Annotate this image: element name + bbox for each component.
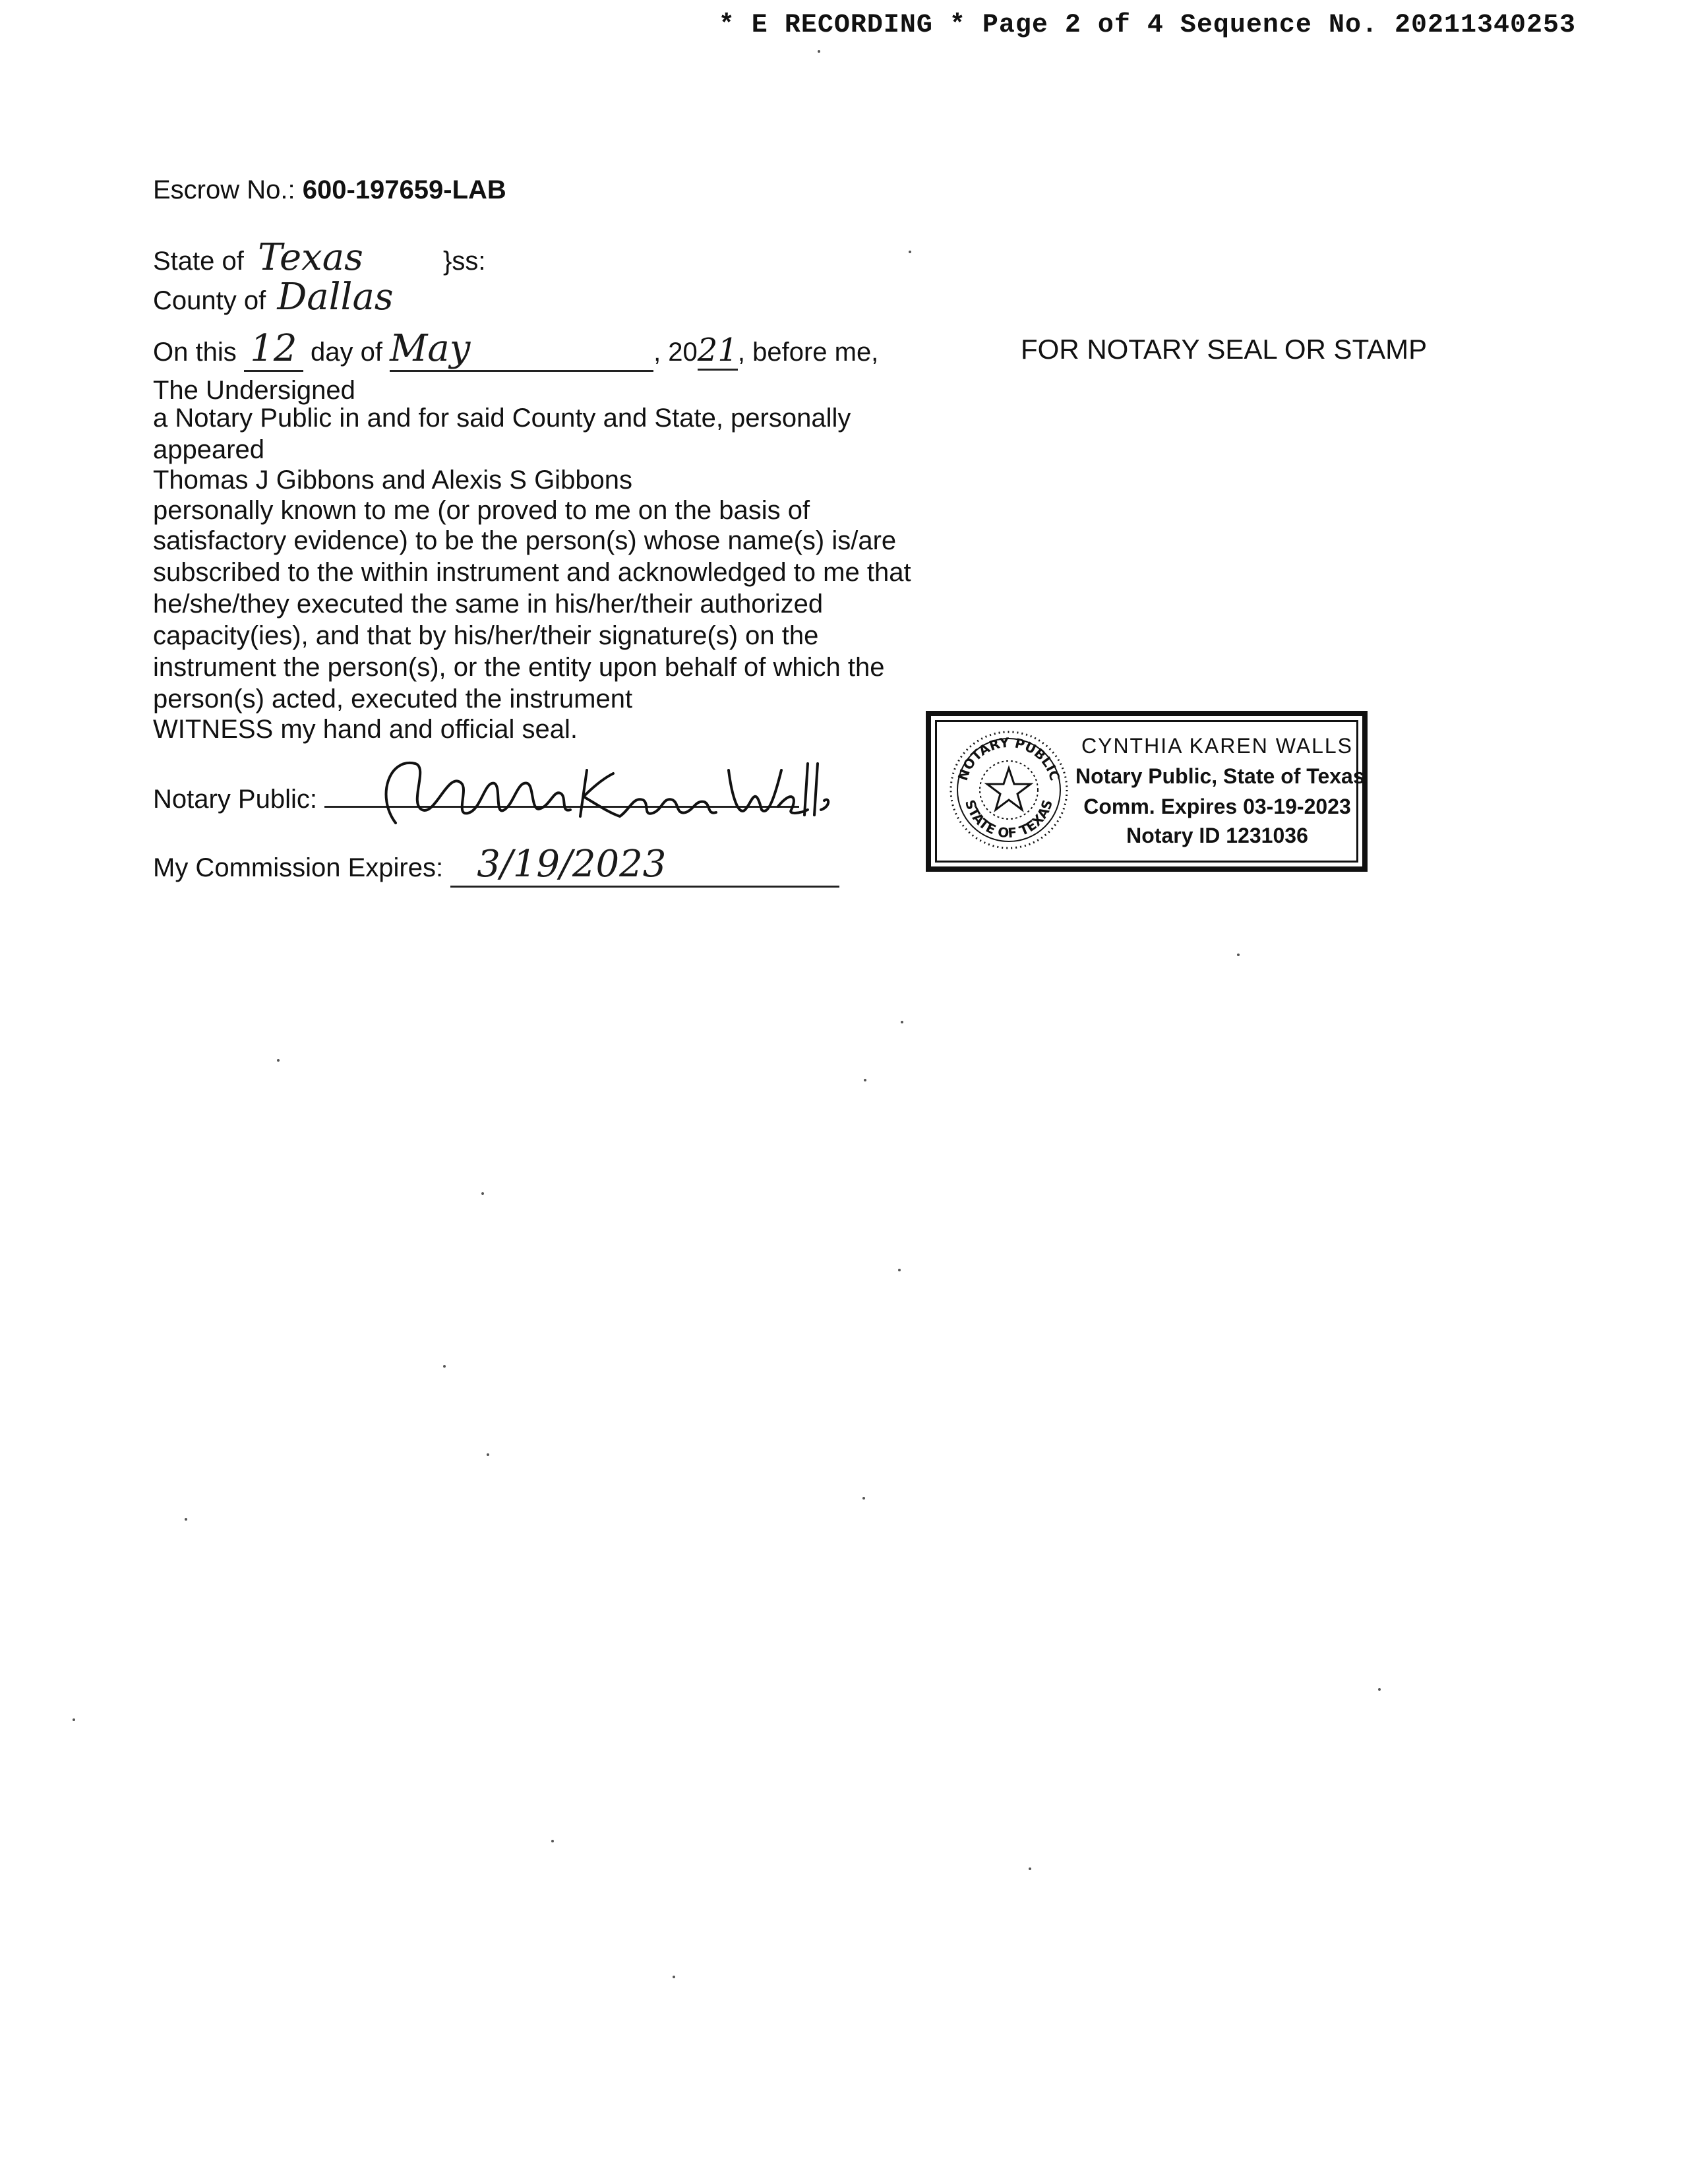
notary-stamp: [926, 711, 1368, 872]
svg-text:NOTARY PUBLIC: NOTARY PUBLIC: [954, 734, 1064, 783]
before-me-label: , before me,: [737, 338, 879, 367]
day-value: 12: [244, 327, 303, 372]
scan-speck: [277, 1059, 280, 1062]
month-value: May: [390, 327, 653, 372]
county-value: Dallas: [277, 276, 394, 318]
body-line: instrument the person(s), or the entity upon behalf of which the: [153, 653, 885, 682]
escrow-label: Escrow No.:: [153, 175, 295, 204]
date-line: [153, 327, 878, 372]
scan-speck: [898, 1269, 901, 1271]
state-value: Texas: [258, 236, 363, 279]
scan-speck: [443, 1365, 446, 1368]
body-line: capacity(ies), and that by his/her/their signature(s) on the: [153, 621, 819, 650]
on-this-label: On this: [153, 338, 237, 367]
witness-line: WITNESS my hand and official seal.: [153, 715, 578, 744]
scan-speck: [551, 1840, 554, 1842]
county-line: [153, 276, 394, 318]
body-line: he/she/they executed the same in his/her/their authorized: [153, 590, 824, 619]
stamp-title: Notary Public, State of Texas: [1075, 764, 1365, 788]
body-line: personally known to me (or proved to me on the basis of: [153, 496, 810, 525]
scan-speck: [1237, 954, 1240, 956]
ack-line-4: appeared: [153, 435, 265, 464]
notary-seal-icon: [946, 727, 1071, 853]
year-suffix: 21: [698, 332, 738, 371]
stamp-name: CYNTHIA KAREN WALLS: [1081, 734, 1353, 758]
scan-speck: [909, 251, 911, 253]
scan-speck: [1029, 1867, 1031, 1870]
ss-mark: }ss:: [442, 247, 486, 276]
scan-speck: [481, 1192, 484, 1195]
escrow-number: 600-197659-LAB: [302, 175, 506, 204]
stamp-expires: Comm. Expires 03-19-2023: [1083, 795, 1351, 818]
scan-speck: [487, 1453, 489, 1456]
escrow-line: [153, 175, 506, 205]
svg-text:STATE OF TEXAS: STATE OF TEXAS: [962, 798, 1056, 841]
appeared-parties: Thomas J Gibbons and Alexis S Gibbons: [153, 466, 633, 495]
scan-speck: [673, 1976, 675, 1978]
county-label: County of: [153, 286, 266, 315]
body-line: person(s) acted, executed the instrument: [153, 684, 633, 713]
notary-stamp-inner-border: [935, 720, 1365, 863]
stamp-notary-id: Notary ID 1231036: [1126, 824, 1308, 847]
recording-header: * E RECORDING * Page 2 of 4 Sequence No. 20211340253: [718, 11, 1576, 40]
notary-name-line: The Undersigned: [153, 376, 355, 405]
state-label: State of: [153, 247, 244, 276]
star-icon: [987, 768, 1031, 810]
scan-speck: [862, 1497, 865, 1500]
scan-speck: [73, 1718, 75, 1721]
scan-speck: [818, 50, 820, 53]
body-line: subscribed to the within instrument and acknowledged to me that: [153, 558, 911, 587]
state-line: [153, 236, 485, 279]
ack-line-3: a Notary Public in and for said County and State, personally: [153, 404, 851, 433]
commission-value: 3/19/2023: [450, 843, 839, 888]
commission-label: My Commission Expires:: [153, 853, 444, 882]
scan-speck: [864, 1079, 866, 1081]
year-prefix: , 20: [653, 338, 698, 367]
scan-speck: [1378, 1688, 1381, 1691]
day-of-label: day of: [310, 338, 382, 367]
notary-signature-image: [369, 744, 831, 849]
scan-speck: [901, 1021, 903, 1023]
commission-line: [153, 843, 839, 888]
notary-public-label: Notary Public:: [153, 785, 317, 814]
seal-area-label: FOR NOTARY SEAL OR STAMP: [1021, 334, 1428, 365]
body-line: satisfactory evidence) to be the person(s) whose name(s) is/are: [153, 526, 897, 555]
scan-speck: [185, 1518, 187, 1521]
